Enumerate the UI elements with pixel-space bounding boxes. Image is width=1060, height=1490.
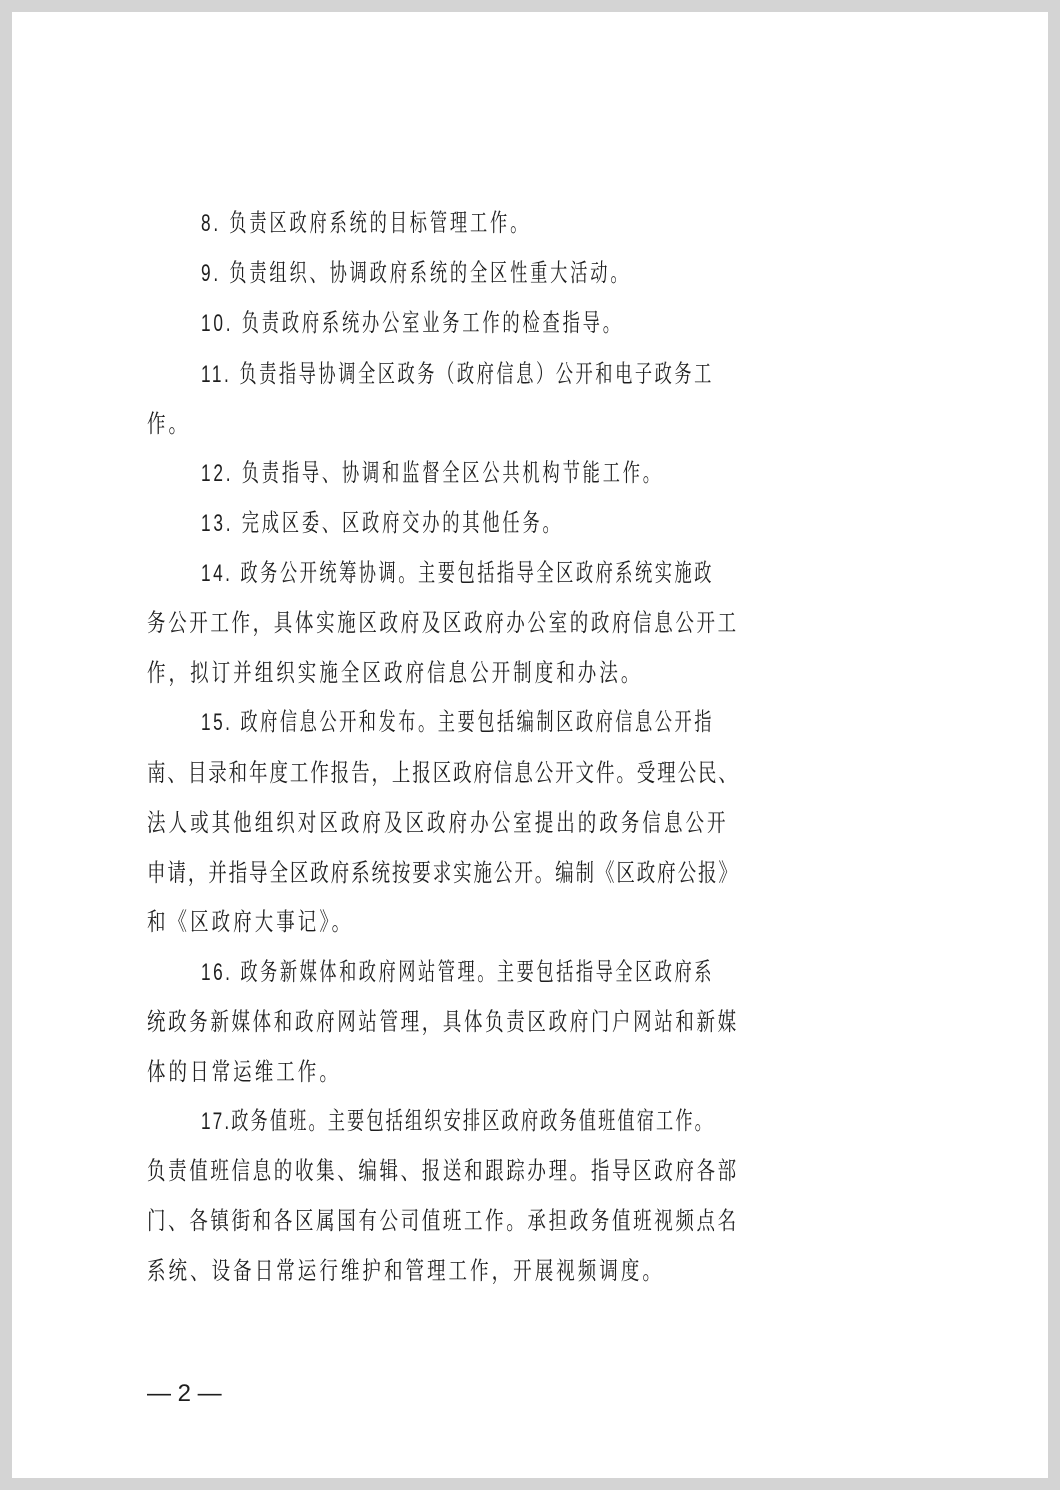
item-9-line: 9. 负责组织、协调政府系统的全区性重大活动。 [201, 258, 631, 287]
item-17-line-2: 负责值班信息的收集、编辑、报送和跟踪办理。指导区政府各部 [147, 1156, 739, 1185]
item-16-line-2: 统政务新媒体和政府网站管理，具体负责区政府门户网站和新媒 [147, 1007, 739, 1036]
item-11-line-2: 作。 [147, 409, 191, 438]
page-number: — 2 — [147, 1380, 222, 1407]
item-17-line-4: 系统、设备日常运行维护和管理工作，开展视频调度。 [147, 1256, 664, 1285]
item-15-line-5: 和《区政府大事记》。 [147, 907, 354, 936]
document-page [12, 12, 1048, 1478]
item-14-line-3: 作，拟订并组织实施全区政府信息公开制度和办法。 [147, 658, 643, 687]
item-14-line-2: 务公开工作，具体实施区政府及区政府办公室的政府信息公开工 [147, 608, 739, 637]
item-15-line-4: 申请，并指导全区政府系统按要求实施公开。编制《区政府公报》 [147, 858, 739, 887]
item-17-line-3: 门、各镇街和各区属国有公司值班工作。承担政务值班视频点名 [147, 1206, 739, 1235]
item-16-line-3: 体的日常运维工作。 [147, 1057, 341, 1086]
item-8-line: 8. 负责区政府系统的目标管理工作。 [201, 208, 531, 237]
item-15-line-3: 法人或其他组织对区政府及区政府办公室提出的政务信息公开 [147, 808, 729, 837]
item-14-line-1: 14. 政务公开统筹协调。主要包括指导全区政府系统实施政 [201, 558, 714, 587]
item-13-line: 13. 完成区委、区政府交办的其他任务。 [201, 508, 563, 537]
item-16-line-1: 16. 政务新媒体和政府网站管理。主要包括指导全区政府系 [201, 957, 714, 986]
item-17-line-1: 17.政务值班。主要包括组织安排区政府政务值班值宿工作。 [201, 1106, 714, 1135]
item-12-line: 12. 负责指导、协调和监督全区公共机构节能工作。 [201, 458, 663, 487]
item-15-line-1: 15. 政府信息公开和发布。主要包括编制区政府信息公开指 [201, 707, 714, 736]
item-10-line: 10. 负责政府系统办公室业务工作的检查指导。 [201, 308, 623, 337]
item-15-line-2: 南、目录和年度工作报告，上报区政府信息公开文件。受理公民、 [147, 758, 739, 787]
item-11-line-1: 11. 负责指导协调全区政务（政府信息）公开和电子政务工 [201, 359, 714, 388]
